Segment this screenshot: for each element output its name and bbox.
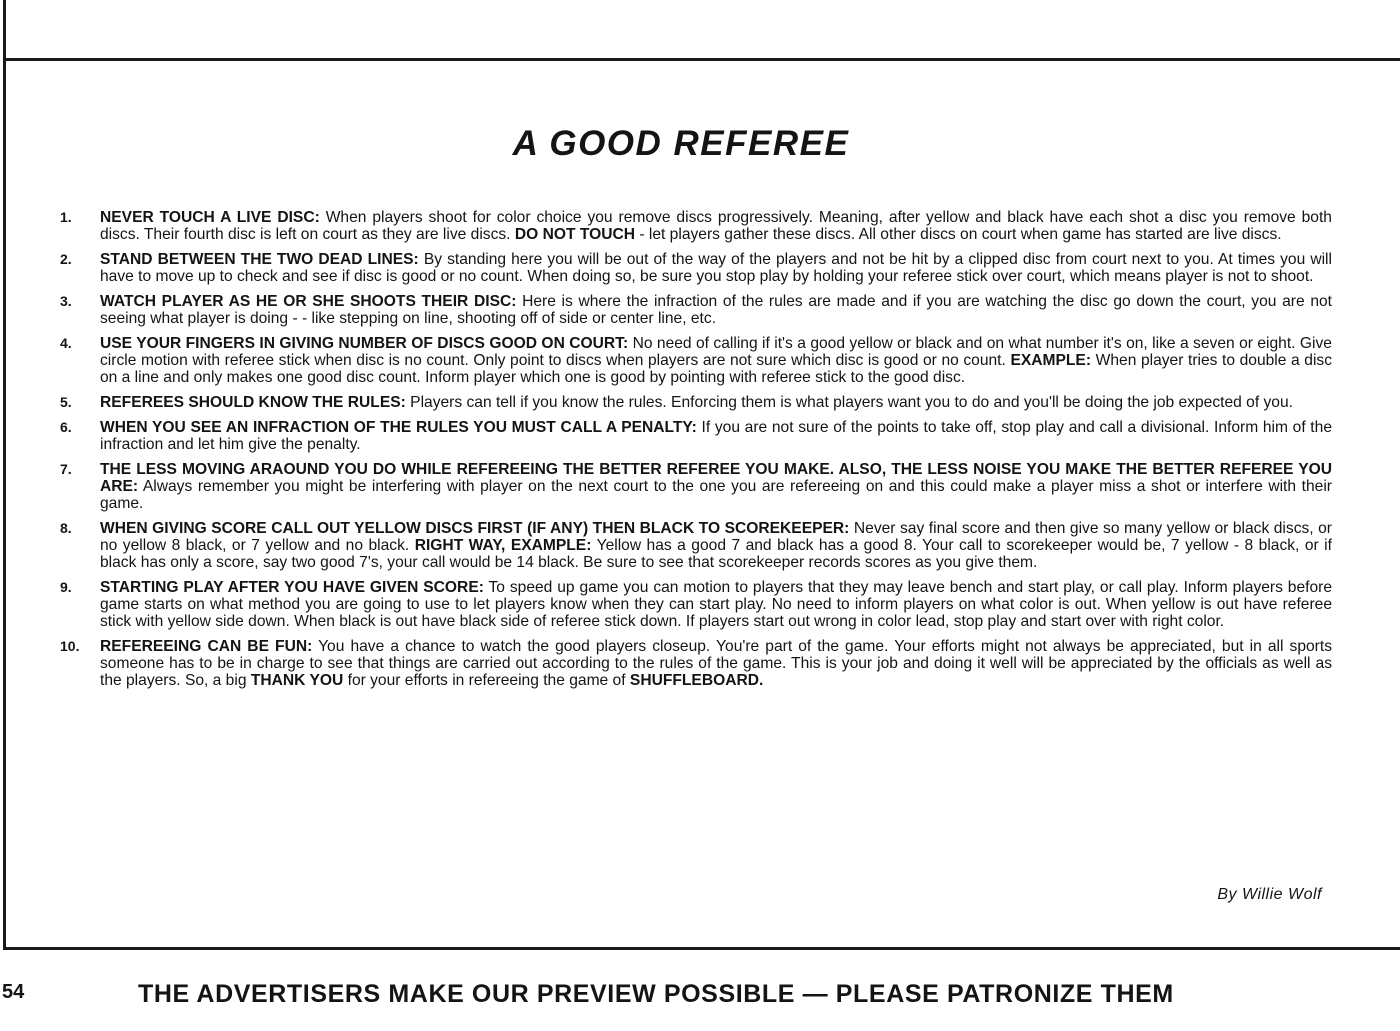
rule-emphasis: THANK YOU [250, 672, 344, 689]
rule-heading: THE LESS MOVING ARAOUND YOU DO WHILE REFEREEING THE BETTER REFEREE YOU MAKE. ALSO, THE LESS NOISE YOU MAKE THE BETTER REFEREE YOU ARE: [100, 461, 1332, 495]
page-title: A GOOD REFEREE [512, 124, 850, 163]
rule-heading: REFEREEING CAN BE FUN: [100, 638, 313, 655]
rule-text-continued: When player tries to double a disc on a line and only makes one good disc count. Inform player which one is good by pointing with referee stick to the good disc. [100, 352, 1333, 386]
rules-list [60, 209, 1332, 697]
rule-text: Never say final score and then give so many yellow or black discs, or no yellow 8 black, or 7 yellow and no black. [100, 520, 1332, 554]
rule-number: 3. [60, 293, 72, 309]
rule-emphasis: RIGHT WAY, EXAMPLE: [414, 537, 592, 554]
rule-text: Always remember you might be interfering with player on the next court to the one you are refereeing on and this could make a player miss a shot or interfere with their game. [100, 478, 1332, 512]
rule-heading: WHEN GIVING SCORE CALL OUT YELLOW DISCS FIRST (IF ANY) THEN BLACK TO SCOREKEEPER: [100, 520, 850, 537]
rule-item [60, 209, 1332, 243]
rule-heading: NEVER TOUCH A LIVE DISC: [100, 209, 320, 226]
rule-body [100, 461, 1332, 512]
rule-item [60, 335, 1332, 386]
rule-item [60, 579, 1332, 630]
rule-body [100, 638, 1332, 689]
rule-item [60, 419, 1332, 453]
rule-text-continued: Yellow has a good 7 and black has a good 8. Your call to scorekeeper would be, 7 yellow - 8 black, or if black has only a score, say two good 7's, your call would be 14 black. Be sure to see that scorekeeper records scores as you give them. [100, 537, 1332, 571]
rule-text: By standing here you will be out of the way of the players and not be hit by a clipped disc from court next to you. At times you will have to move up to check and see if disc is good or no count. When doing so, be sure you stop play by holding your referee stick over court, which means player is not to shoot. [100, 251, 1332, 285]
rule-text: Players can tell if you know the rules. Enforcing them is what players want you to do and you'll be doing the job expected of you. [410, 394, 1293, 411]
rule-item [60, 461, 1332, 512]
rule-text: If you are not sure of the points to take off, stop play and call a divisional. Inform him of the infraction and let him give the penalty. [100, 419, 1332, 453]
rule-heading: STAND BETWEEN THE TWO DEAD LINES: [100, 251, 419, 268]
rule-text: When players shoot for color choice you remove discs progressively. Meaning, after yellow and black have each shot a disc you remove both discs. Their fourth disc is left on court as they are live discs. [100, 209, 1332, 243]
rule-number: 4. [60, 335, 72, 351]
rule-emphasis-closing: SHUFFLEBOARD. [629, 672, 764, 689]
rule-item [60, 520, 1332, 571]
rule-heading: WATCH PLAYER AS HE OR SHE SHOOTS THEIR DISC: [100, 293, 517, 310]
rule-heading: USE YOUR FINGERS IN GIVING NUMBER OF DISCS GOOD ON COURT: [100, 335, 629, 352]
rule-body [100, 335, 1332, 386]
rule-number: 5. [60, 394, 72, 410]
author-byline: By Willie Wolf [1217, 886, 1322, 903]
rule-item [60, 394, 1332, 411]
rule-body [100, 394, 1332, 411]
rule-text: To speed up game you can motion to players that they may leave bench and start play, or call play. Inform players before game starts on what method you are going to use to let players know when they can start play. No need to inform players on what color is out. When yellow is out have referee stick with yellow side down. When black is out have black side of referee stick down. If players start out wrong in color lead, stop play and start over with right color. [100, 579, 1332, 630]
rule-item [60, 638, 1332, 689]
rule-number: 2. [60, 251, 72, 267]
rule-item [60, 251, 1332, 285]
rule-text-continued: for your efforts in refereeing the game of [347, 672, 626, 689]
rule-body [100, 293, 1332, 327]
footer-slogan: THE ADVERTISERS MAKE OUR PREVIEW POSSIBLE — PLEASE PATRONIZE THEM [138, 980, 1174, 1008]
rule-heading: REFEREES SHOULD KNOW THE RULES: [100, 394, 406, 411]
rule-emphasis: DO NOT TOUCH [514, 226, 636, 243]
rule-number: 7. [60, 461, 72, 477]
rule-emphasis: EXAMPLE: [1010, 352, 1092, 369]
rule-heading: STARTING PLAY AFTER YOU HAVE GIVEN SCORE: [100, 579, 484, 596]
rule-number: 9. [60, 579, 72, 595]
rule-body [100, 209, 1332, 243]
rule-body [100, 579, 1332, 630]
bottom-rule [3, 947, 1400, 950]
rule-text: Here is where the infraction of the rules are made and if you are watching the disc go down the court, you are not seeing what player is doing - - like stepping on line, shooting off of side or center line, etc. [100, 293, 1332, 327]
rule-number: 6. [60, 419, 72, 435]
rule-text: You have a chance to watch the good players closeup. You're part of the game. Your efforts might not always be appreciated, but in all sports someone has to be in charge to see that things are carried out according to the rules of the game. This is your job and doing it well will be appreciated by the officials as well as the players. So, a big [100, 638, 1332, 689]
rule-text-continued: - let players gather these discs. All other discs on court when game has started are live discs. [639, 226, 1282, 243]
rule-number: 10. [60, 638, 80, 654]
rule-item [60, 293, 1332, 327]
rule-number: 1. [60, 209, 72, 225]
top-rule [3, 58, 1400, 61]
rule-number: 8. [60, 520, 72, 536]
rule-body [100, 251, 1332, 285]
rule-heading: WHEN YOU SEE AN INFRACTION OF THE RULES YOU MUST CALL A PENALTY: [100, 419, 697, 436]
rule-body [100, 419, 1332, 453]
rule-text: No need of calling if it's a good yellow or black and on what number it's on, like a seven or eight. Give circle motion with referee stick when disc is no count. Only point to discs when players are not sure which disc is good or no count. [100, 335, 1332, 369]
rule-body [100, 520, 1332, 571]
page-number: 54 [2, 981, 25, 1003]
